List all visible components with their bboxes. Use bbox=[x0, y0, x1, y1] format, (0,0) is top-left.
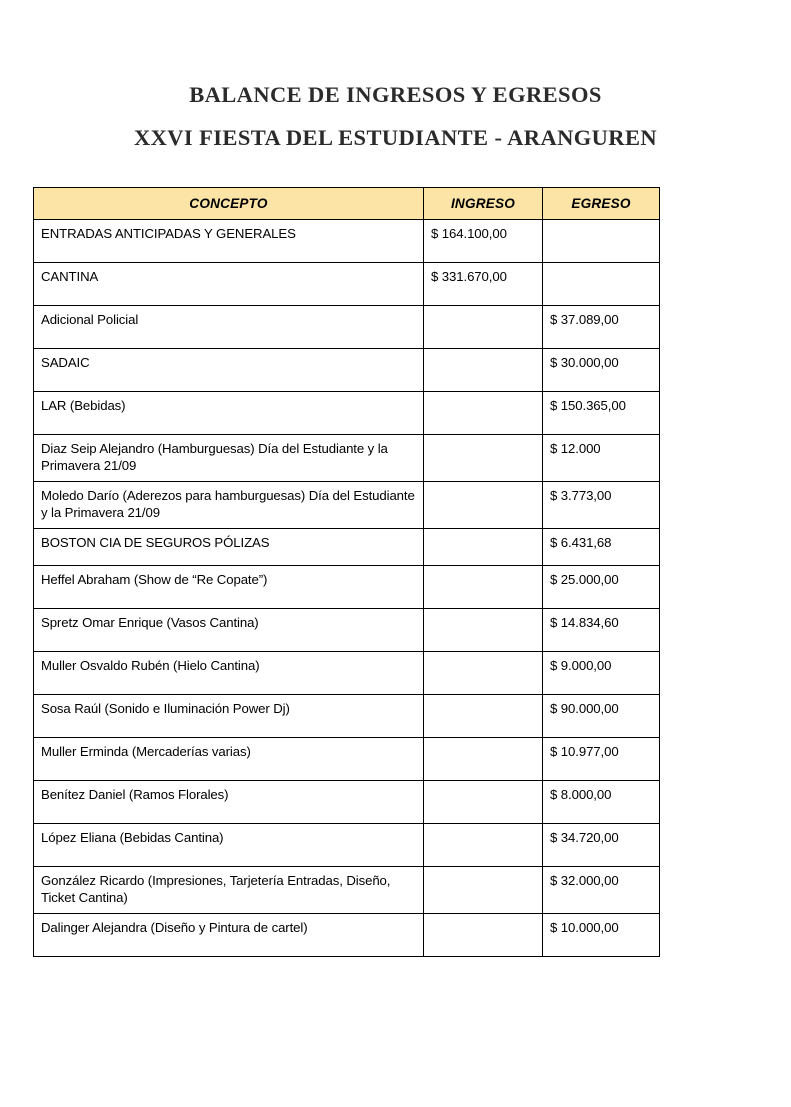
column-header-concepto: CONCEPTO bbox=[34, 188, 424, 220]
table-row bbox=[34, 694, 660, 737]
cell-egreso: $ 25.000,00 bbox=[543, 565, 660, 608]
balance-table-wrapper bbox=[0, 187, 791, 957]
cell-concepto: López Eliana (Bebidas Cantina) bbox=[34, 823, 424, 866]
column-header-ingreso: INGRESO bbox=[424, 188, 543, 220]
table-row bbox=[34, 349, 660, 392]
cell-ingreso bbox=[424, 694, 543, 737]
cell-concepto: Benítez Daniel (Ramos Florales) bbox=[34, 780, 424, 823]
cell-concepto: Heffel Abraham (Show de “Re Copate”) bbox=[34, 565, 424, 608]
table-row bbox=[34, 866, 660, 913]
page-subtitle: XXVI FIESTA DEL ESTUDIANTE - ARANGUREN bbox=[133, 124, 657, 150]
cell-ingreso bbox=[424, 823, 543, 866]
table-row bbox=[34, 565, 660, 608]
cell-egreso bbox=[543, 220, 660, 263]
cell-concepto: BOSTON CIA DE SEGUROS PÓLIZAS bbox=[34, 528, 424, 565]
table-row bbox=[34, 823, 660, 866]
table-row bbox=[34, 263, 660, 306]
column-header-egreso: EGRESO bbox=[543, 188, 660, 220]
cell-concepto: ENTRADAS ANTICIPADAS Y GENERALES bbox=[34, 220, 424, 263]
cell-egreso: $ 34.720,00 bbox=[543, 823, 660, 866]
table-row bbox=[34, 737, 660, 780]
cell-egreso: $ 3.773,00 bbox=[543, 482, 660, 529]
cell-egreso: $ 12.000 bbox=[543, 435, 660, 482]
table-row bbox=[34, 608, 660, 651]
cell-concepto: González Ricardo (Impresiones, Tarjetería Entradas, Diseño, Ticket Cantina) bbox=[34, 866, 424, 913]
cell-egreso: $ 30.000,00 bbox=[543, 349, 660, 392]
cell-concepto: Diaz Seip Alejandro (Hamburguesas) Día del Estudiante y la Primavera 21/09 bbox=[34, 435, 424, 482]
cell-concepto: Spretz Omar Enrique (Vasos Cantina) bbox=[34, 608, 424, 651]
cell-concepto: Muller Erminda (Mercaderías varias) bbox=[34, 737, 424, 780]
cell-concepto: Sosa Raúl (Sonido e Iluminación Power Dj) bbox=[34, 694, 424, 737]
document-page bbox=[0, 84, 791, 1107]
table-body bbox=[34, 220, 660, 956]
cell-egreso: $ 10.000,00 bbox=[543, 913, 660, 956]
cell-ingreso bbox=[424, 737, 543, 780]
cell-ingreso bbox=[424, 528, 543, 565]
cell-ingreso: $ 331.670,00 bbox=[424, 263, 543, 306]
cell-concepto: Adicional Policial bbox=[34, 306, 424, 349]
cell-ingreso bbox=[424, 306, 543, 349]
cell-ingreso bbox=[424, 435, 543, 482]
cell-egreso: $ 32.000,00 bbox=[543, 866, 660, 913]
cell-egreso: $ 10.977,00 bbox=[543, 737, 660, 780]
cell-egreso: $ 9.000,00 bbox=[543, 651, 660, 694]
cell-egreso: $ 8.000,00 bbox=[543, 780, 660, 823]
cell-ingreso bbox=[424, 913, 543, 956]
cell-ingreso bbox=[424, 349, 543, 392]
cell-egreso: $ 6.431,68 bbox=[543, 528, 660, 565]
cell-egreso bbox=[543, 263, 660, 306]
table-row bbox=[34, 306, 660, 349]
table-row bbox=[34, 651, 660, 694]
balance-table bbox=[33, 187, 660, 957]
cell-egreso: $ 90.000,00 bbox=[543, 694, 660, 737]
table-row bbox=[34, 392, 660, 435]
cell-concepto: LAR (Bebidas) bbox=[34, 392, 424, 435]
table-row bbox=[34, 482, 660, 529]
table-row bbox=[34, 220, 660, 263]
table-row bbox=[34, 913, 660, 956]
cell-ingreso bbox=[424, 780, 543, 823]
cell-concepto: SADAIC bbox=[34, 349, 424, 392]
cell-concepto: Moledo Darío (Aderezos para hamburguesas) Día del Estudiante y la Primavera 21/09 bbox=[34, 482, 424, 529]
cell-ingreso bbox=[424, 392, 543, 435]
document-title-block bbox=[0, 84, 791, 149]
cell-egreso: $ 150.365,00 bbox=[543, 392, 660, 435]
cell-egreso: $ 14.834,60 bbox=[543, 608, 660, 651]
cell-ingreso bbox=[424, 482, 543, 529]
table-row bbox=[34, 780, 660, 823]
table-row bbox=[34, 528, 660, 565]
table-row bbox=[34, 435, 660, 482]
cell-concepto: Dalinger Alejandra (Diseño y Pintura de cartel) bbox=[34, 913, 424, 956]
cell-ingreso bbox=[424, 651, 543, 694]
cell-ingreso: $ 164.100,00 bbox=[424, 220, 543, 263]
page-title: BALANCE DE INGRESOS Y EGRESOS bbox=[189, 82, 602, 107]
cell-egreso: $ 37.089,00 bbox=[543, 306, 660, 349]
cell-concepto: CANTINA bbox=[34, 263, 424, 306]
cell-ingreso bbox=[424, 608, 543, 651]
table-header-row bbox=[34, 188, 660, 220]
cell-ingreso bbox=[424, 565, 543, 608]
table-header bbox=[34, 188, 660, 220]
cell-ingreso bbox=[424, 866, 543, 913]
cell-concepto: Muller Osvaldo Rubén (Hielo Cantina) bbox=[34, 651, 424, 694]
